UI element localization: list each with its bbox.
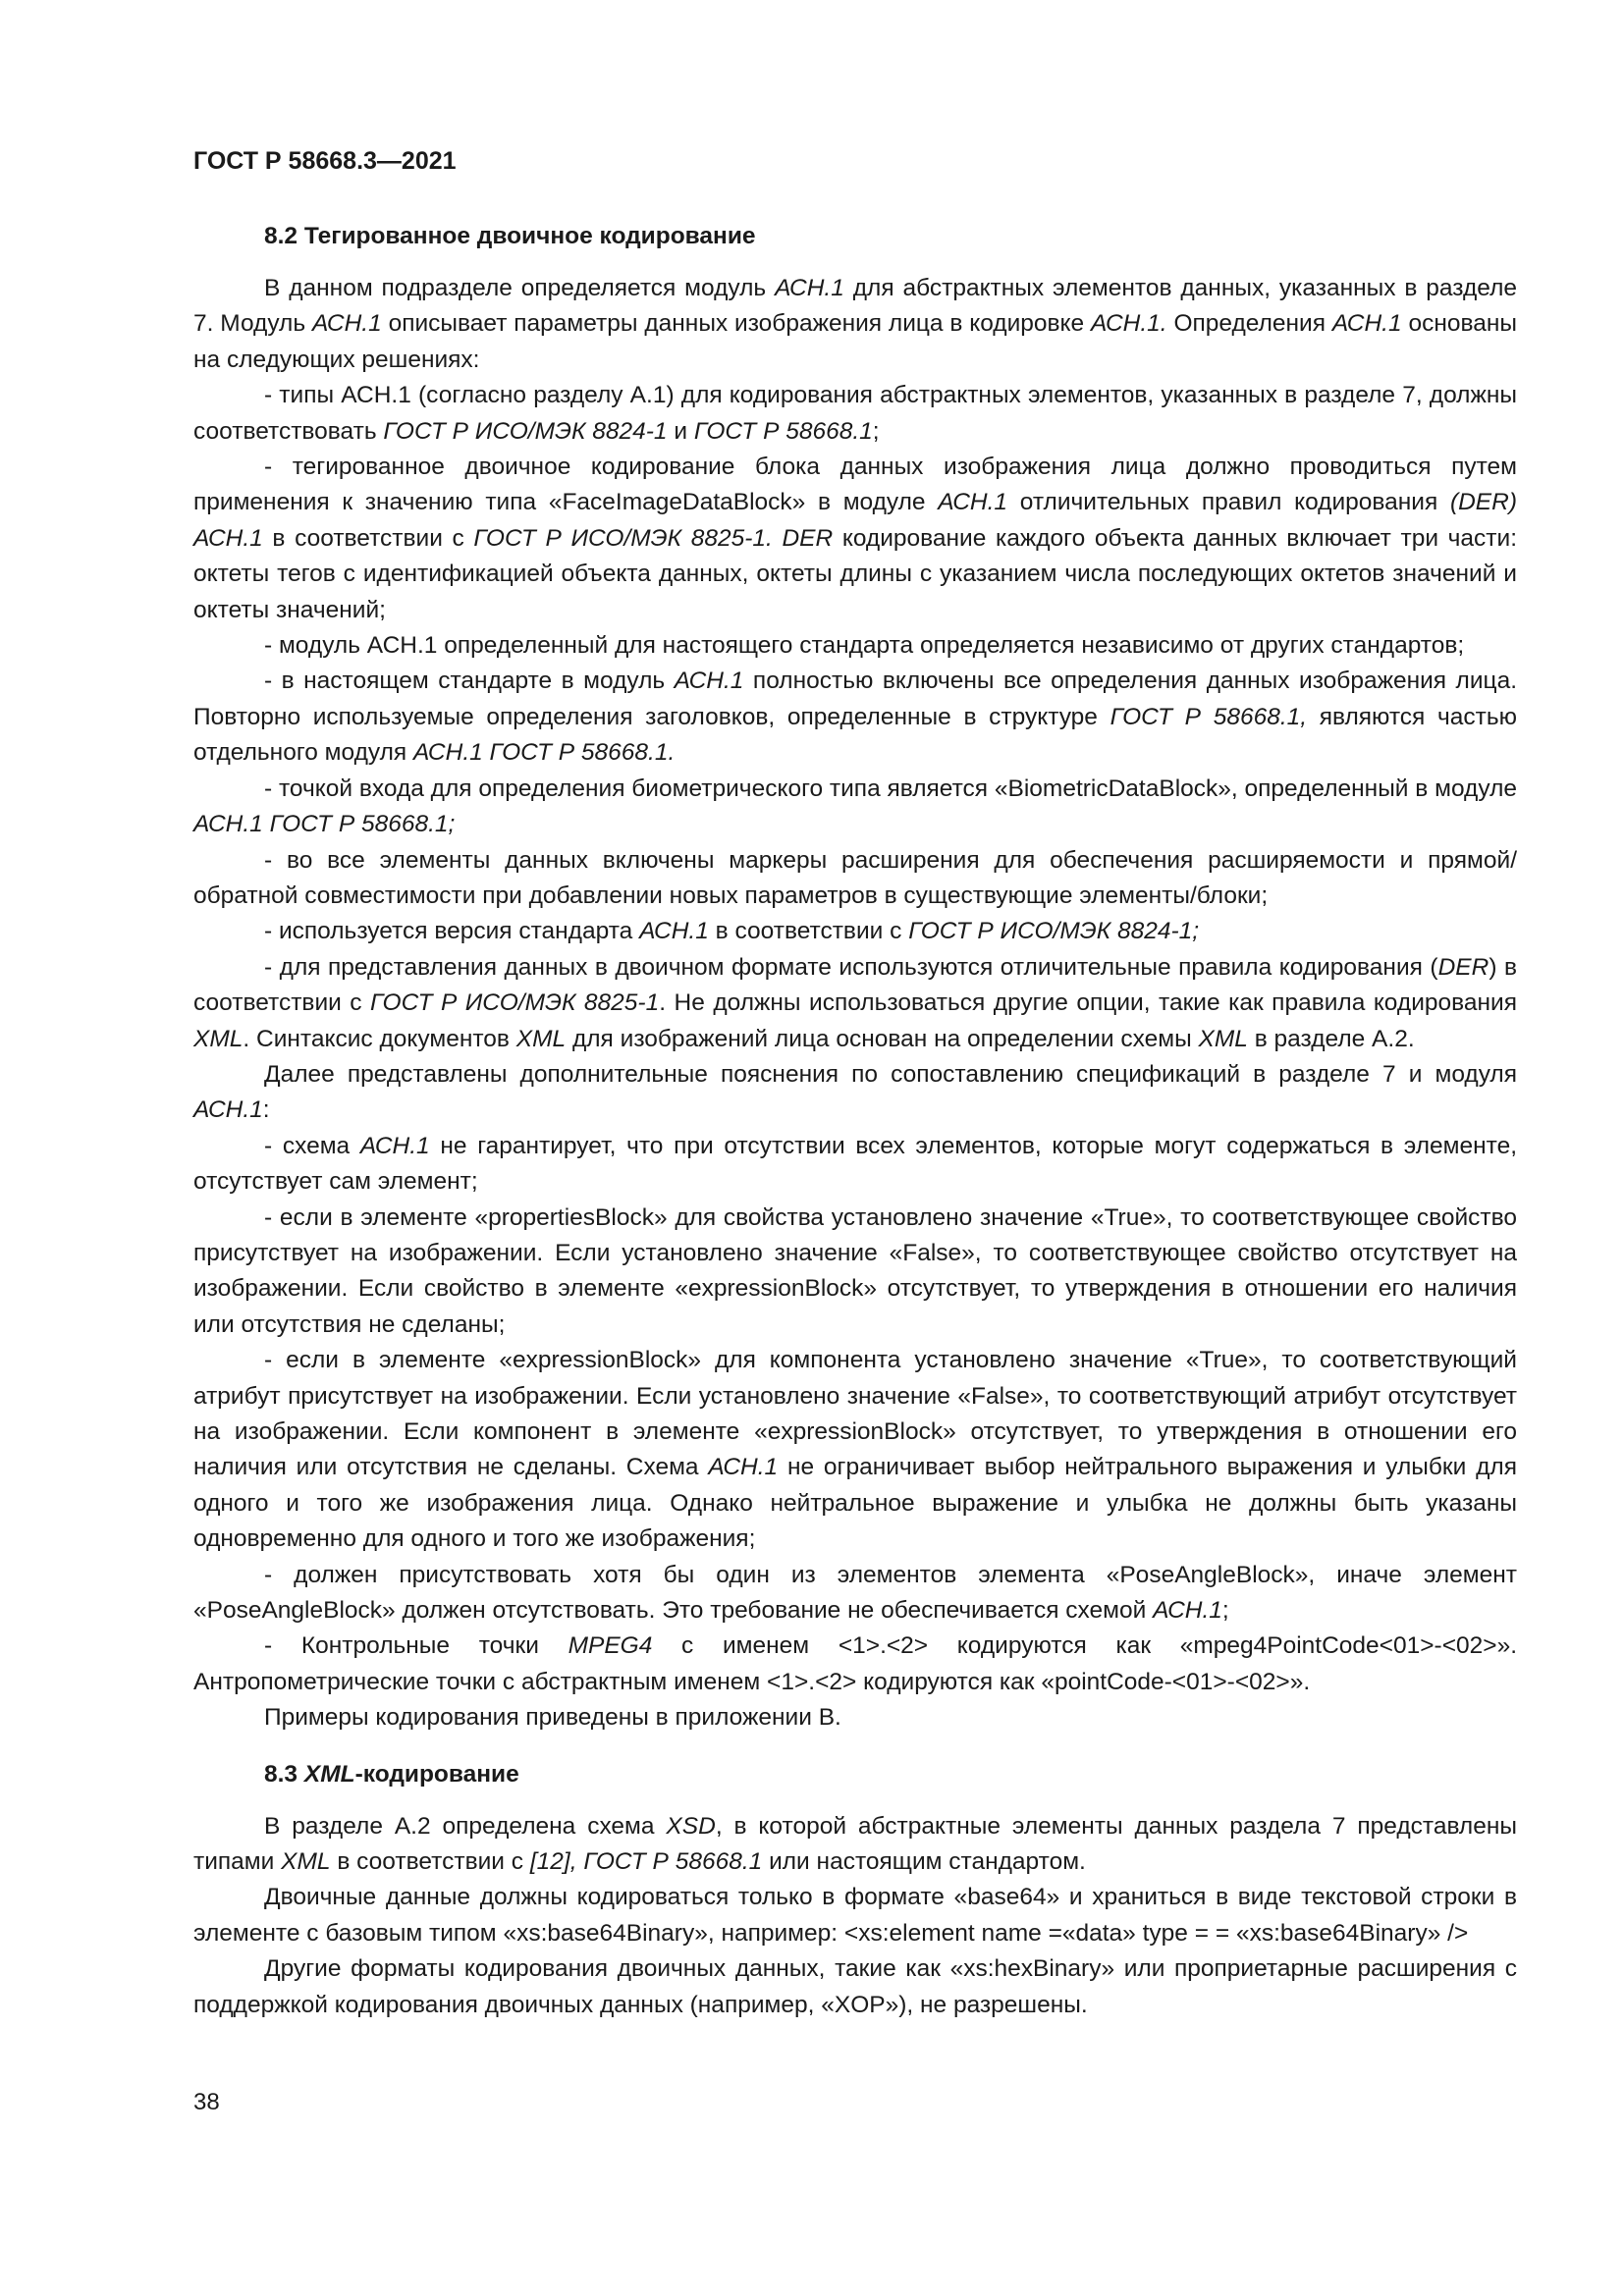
list-item: - точкой входа для определения биометрического типа является «BiometricDataBlock», определенный в модуле АСН.1 ГОСТ Р 58668.1; <box>193 774 1517 838</box>
list-item: - тегированное двоичное кодирование блока данных изображения лица должно проводиться путем применения к значению типа «FaceImageDataBlock» в модуле АСН.1 отличительных правил кодирования (DER) АСН.1 в соответствии с ГОСТ Р ИСО/МЭК 8825-1. DER кодирование каждого объекта данных включает три части: октеты тегов с идентификацией объекта данных, октеты длины с указанием числа последующих октетов значений и октеты значений; <box>193 454 1517 623</box>
paragraph: Другие форматы кодирования двоичных данных, такие как «xs:hexBinary» или проприетарные расширения с поддержкой кодирования двоичных данных (например, «XOP»), не разрешены. <box>193 1955 1517 2018</box>
section-heading-8-2: 8.2 Тегированное двоичное кодирование <box>264 223 756 249</box>
paragraph: В данном подразделе определяется модуль АСН.1 для абстрактных элементов данных, указанных в разделе 7. Модуль АСН.1 описывает параметры данных изображения лица в кодировке АСН.1. Определения АСН.1 основаны на следующих решениях: <box>193 275 1518 373</box>
list-item: - Контрольные точки MPEG4 с именем <1>.<2> кодируются как «mpeg4PointCode<01>-<02>». Антропометрические точки с абстрактным именем <1>.<2> кодируются как «pointCode-<01>-<02>». <box>193 1632 1517 1695</box>
list-item: - должен присутствовать хотя бы один из элементов элемента «PoseAngleBlock», иначе элемент «PoseAngleBlock» должен отсутствовать. Это требование не обеспечивается схемой АСН.1; <box>193 1561 1517 1625</box>
section-heading-8-3: 8.3 XML-кодирование <box>264 1760 519 1788</box>
list-item: - схема АСН.1 не гарантирует, что при отсутствии всех элементов, которые могут содержаться в элементе, отсутствует сам элемент; <box>193 1132 1517 1196</box>
paragraph: Двоичные данные должны кодироваться только в формате «base64» и храниться в виде текстовой строки в элементе с базовым типом «xs:base64Binary», например: <xs:element name =«data» type = = «xs:base64Binary» /> <box>193 1884 1517 1947</box>
page-content <box>193 220 1517 2023</box>
list-item: - типы АСН.1 (согласно разделу А.1) для кодирования абстрактных элементов, указанных в разделе 7, должны соответствовать ГОСТ Р ИСО/МЭК 8824-1 и ГОСТ Р 58668.1; <box>193 382 1517 445</box>
paragraph: В разделе А.2 определена схема XSD, в которой абстрактные элементы данных раздела 7 представлены типами XML в соответствии с [12], ГОСТ Р 58668.1 или настоящим стандартом. <box>193 1812 1517 1876</box>
list-item: - если в элементе «expressionBlock» для компонента установлено значение «True», то соответствующий атрибут присутствует на изображении. Если установлено значение «False», то соответствующий атрибут отсутствует на изображении. Если компонент в элементе «expressionBlock» отсутствует, то утверждения в отношении его наличия или отсутствия не сделаны. Схема АСН.1 не ограничивает выбор нейтрального выражения и улыбки для одного и того же изображения лица. Однако нейтральное выражение и улыбка не должны быть указаны одновременно для одного и того же изображения; <box>193 1347 1517 1553</box>
page-number: 38 <box>193 2089 220 2115</box>
paragraph: Примеры кодирования приведены в приложении В. <box>264 1704 841 1732</box>
list-item: - в настоящем стандарте в модуль АСН.1 полностью включены все определения данных изображения лица. Повторно используемые определения заголовков, определенные в структуре ГОСТ Р 58668.1, являются частью отдельного модуля АСН.1 ГОСТ Р 58668.1. <box>193 667 1517 767</box>
list-item: - используется версия стандарта АСН.1 в соответствии с ГОСТ Р ИСО/МЭК 8824-1; <box>264 918 1200 945</box>
list-item: - модуль АСН.1 определенный для настоящего стандарта определяется независимо от других стандартов; <box>264 632 1465 660</box>
document-header: ГОСТ Р 58668.3—2021 <box>193 147 457 175</box>
paragraph: Далее представлены дополнительные пояснения по сопоставлению спецификаций в разделе 7 и модуля АСН.1: <box>193 1060 1517 1124</box>
list-item: - если в элементе «propertiesBlock» для свойства установлено значение «True», то соответствующее свойство присутствует на изображении. Если установлено значение «False», то соответствующее свойство отсутствует на изображении. Если свойство в элементе «expressionBlock» отсутствует, то утверждения в отношении его наличия или отсутствия не сделаны; <box>193 1203 1517 1338</box>
list-item: - во все элементы данных включены маркеры расширения для обеспечения расширяемости и прямой/обратной совместимости при добавлении новых параметров в существующие элементы/блоки; <box>193 846 1517 909</box>
list-item: - для представления данных в двоичном формате используются отличительные правила кодирования (DER) в соответствии с ГОСТ Р ИСО/МЭК 8825-1. Не должны использоваться другие опции, такие как правила кодирования XML. Синтаксис документов XML для изображений лица основан на определении схемы XML в разделе А.2. <box>193 953 1517 1052</box>
